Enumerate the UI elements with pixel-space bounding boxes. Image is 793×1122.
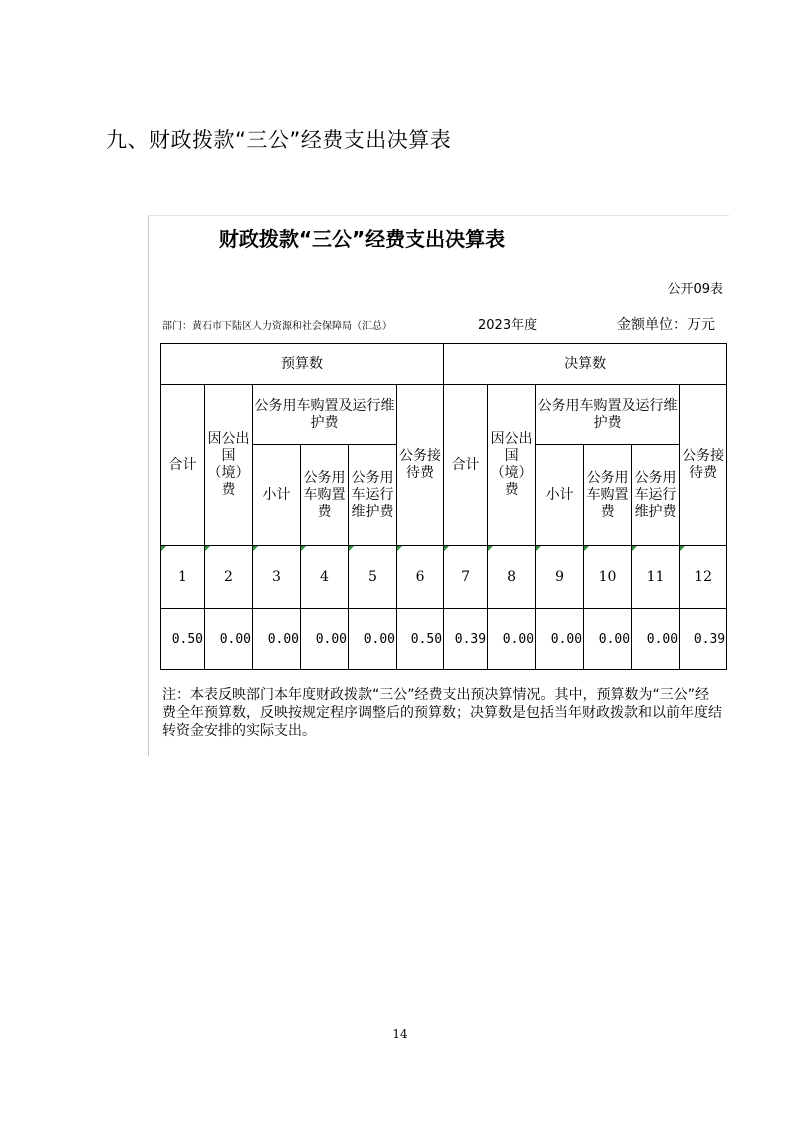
final-vehicle-group-header: 公务用车购置及运行维护费 (536, 385, 680, 445)
budget-subtotal-header: 小计 (253, 445, 301, 546)
index-cell (584, 546, 632, 609)
index-cell (632, 546, 680, 609)
cell-marker (253, 546, 258, 551)
index-value: 4 (320, 568, 329, 585)
page-number: 14 (392, 1027, 408, 1041)
department-label: 部门：黄石市下陆区人力资源和社会保障局（汇总） (162, 321, 392, 332)
unit-label: 金额单位：万元 (617, 317, 715, 333)
amount-cell: 0.00 (488, 609, 536, 670)
final-header: 决算数 (444, 344, 727, 385)
index-cell (161, 546, 205, 609)
section-heading: 九、财政拨款“三公”经费支出决算表 (106, 128, 452, 152)
final-vehicle-purchase-header: 公务用车购置费 (584, 445, 632, 546)
cell-marker (397, 546, 402, 551)
index-value: 8 (507, 568, 517, 585)
budget-vehicle-operation-header: 公务用车运行维护费 (349, 445, 397, 546)
amount-cell: 0.00 (253, 609, 301, 670)
index-value: 3 (272, 568, 281, 585)
budget-header: 预算数 (161, 344, 444, 385)
three-public-expenses-table (160, 343, 727, 670)
index-cell (444, 546, 488, 609)
cell-marker (632, 546, 637, 551)
cell-marker (680, 546, 685, 551)
cell-marker (584, 546, 589, 551)
amount-cell: 0.50 (161, 609, 205, 670)
header-sub-row (161, 385, 727, 445)
cell-marker (536, 546, 541, 551)
amount-cell: 0.00 (349, 609, 397, 670)
year-label: 2023年度 (478, 318, 538, 333)
index-value: 12 (694, 568, 712, 585)
header-group-row (161, 344, 727, 385)
table-title: 财政拨款“三公”经费支出决算表 (218, 227, 506, 251)
final-abroad-header: 因公出国（境）费 (488, 385, 536, 546)
budget-vehicle-purchase-header: 公务用车购置费 (301, 445, 349, 546)
index-value: 10 (598, 568, 617, 585)
amount-cell: 0.39 (680, 609, 727, 670)
cell-marker (161, 546, 166, 551)
amount-row (161, 609, 727, 670)
cell-marker (488, 546, 493, 551)
index-value: 6 (415, 568, 425, 585)
amount-cell: 0.00 (301, 609, 349, 670)
amount-cell: 0.39 (444, 609, 488, 670)
index-cell (301, 546, 349, 609)
cell-marker (444, 546, 449, 551)
index-cell (253, 546, 301, 609)
index-cell (536, 546, 584, 609)
cell-marker (301, 546, 306, 551)
index-cell (349, 546, 397, 609)
amount-cell: 0.50 (397, 609, 444, 670)
final-reception-header: 公务接待费 (680, 385, 727, 546)
index-cell (397, 546, 444, 609)
amount-cell: 0.00 (632, 609, 680, 670)
amount-cell: 0.00 (536, 609, 584, 670)
budget-abroad-header: 因公出国（境）费 (205, 385, 253, 546)
table-note: 注：本表反映部门本年度财政拨款“三公”经费支出预决算情况。其中，预算数为“三公”经费全年预算数，反映按规定程序调整后的预算数；决算数是包括当年财政拨款和以前年度结转资金安排的实际支出。 (162, 687, 722, 739)
cell-marker (205, 546, 210, 551)
index-cell (488, 546, 536, 609)
budget-reception-header: 公务接待费 (397, 385, 444, 546)
cell-marker (349, 546, 354, 551)
index-value: 2 (224, 568, 233, 585)
index-value: 5 (368, 568, 377, 585)
column-index-row (161, 546, 727, 609)
form-code: 公开09表 (667, 282, 723, 297)
budget-total-header: 合计 (161, 385, 205, 546)
index-value: 1 (178, 568, 187, 585)
budget-vehicle-group-header: 公务用车购置及运行维护费 (253, 385, 397, 445)
final-vehicle-operation-header: 公务用车运行维护费 (632, 445, 680, 546)
amount-cell: 0.00 (205, 609, 253, 670)
amount-cell: 0.00 (584, 609, 632, 670)
final-subtotal-header: 小计 (536, 445, 584, 546)
index-value: 7 (461, 568, 471, 585)
index-value: 11 (646, 568, 665, 585)
index-value: 9 (555, 568, 565, 585)
index-cell (205, 546, 253, 609)
index-cell (680, 546, 727, 609)
final-total-header: 合计 (444, 385, 488, 546)
